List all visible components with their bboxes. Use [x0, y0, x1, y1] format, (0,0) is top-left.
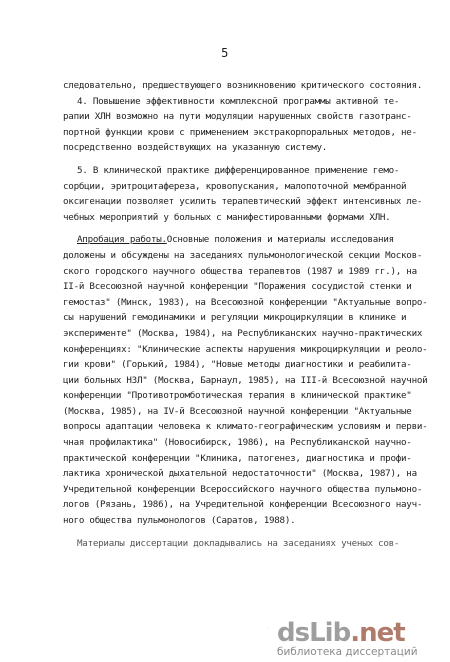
watermark-caption: библиотека диссертаций — [277, 646, 418, 658]
text-line: логов (Рязань, 1986), на Учредительной конференции Всесоюзного науч- — [63, 499, 423, 511]
text-line: эксперименте" (Москва, 1984), на Республиканских научно-практических — [63, 327, 423, 339]
text-line: лактика хронической дыхательной недостаточности" (Москва, 1987), на — [63, 468, 417, 480]
text-line: портной функции крови с применением экстракорпоральных методов, не- — [63, 126, 417, 138]
watermark — [259, 616, 444, 658]
text-line: посредственно воздействующих на указанную систему. — [63, 142, 328, 154]
text-line-rest: Основные положения и материалы исследования — [166, 234, 394, 246]
text-line: чебных мероприятий у больных с манифестированными формами ХЛН. — [63, 211, 391, 223]
text-line: доложены и обсуждены на заседаниях пульмонологической секции Москов- — [63, 249, 423, 261]
text-line: вопросы адаптации человека к климато-географическим условиям и перви- — [63, 421, 428, 433]
paragraph-gap — [63, 225, 443, 232]
watermark-logo-main: dsLib — [277, 618, 351, 648]
paragraph-gap — [63, 529, 443, 536]
text-line: Учредительной конференции Всероссийского научного общества пульмоно- — [63, 483, 423, 495]
text-line: гемостаз" (Минск, 1983), на Всесоюзной конференции "Актуальные вопро- — [63, 296, 428, 308]
text-line: Материалы диссертации докладывались на заседаниях ученых сов- — [77, 537, 400, 549]
body-text — [63, 78, 443, 551]
text-line: конференциях: "Клинические аспекты нарушения микроциркуляции и реоло- — [63, 343, 428, 355]
text-line: следовательно, предшествующего возникновению критического состояния. — [63, 80, 423, 91]
text-line — [63, 232, 443, 248]
text-line: II-й Всесоюзной научной конференции "Поражения сосудистой стенки и — [63, 281, 412, 293]
text-line: ского городского научного общества терапевтов (1987 и 1989 гг.), на — [63, 265, 417, 277]
text-line: 5. В клинической практике дифференцированное применение гемо- — [77, 164, 400, 176]
text-line: ции больных НЗЛ" (Москва, Барнаул, 1985), на III-й Всесоюзной научной — [63, 374, 428, 386]
text-line: оксигенации позволяет усилить терапевтический эффект интенсивных ле- — [63, 196, 423, 208]
text-line: сы нарушений гемодинамики и регуляции микроциркуляции в клинике и — [63, 312, 407, 324]
text-line: чная профилактика" (Новосибирск, 1986), на Республиканской научно- — [63, 437, 412, 449]
watermark-logo-accent: .net — [350, 618, 405, 648]
text-line: (Москва, 1985), на IV-й Всесоюзной научной конференции "Актуальные — [63, 405, 412, 417]
text-line: конференции "Противотромботическая терапия в клинической практике" — [63, 390, 412, 402]
text-line: сорбции, эритроцитафереза, кровопускания, малопоточной мембранной — [63, 180, 407, 192]
section-heading: Апробация работы. — [77, 234, 167, 246]
watermark-logo — [277, 618, 405, 648]
paragraph-gap — [63, 156, 443, 163]
text-line: 4. Повышение эффективности комплексной программы активной те- — [77, 95, 400, 107]
page-number: 5 — [221, 46, 229, 60]
text-line: рапии ХЛН возможно на пути модуляции нарушенных свойств газотранс- — [63, 111, 412, 123]
text-line: практической конференции "Клиника, патогенез, диагностика и профи- — [63, 452, 412, 464]
text-line: ного общества пульмонологов (Саратов, 1988). — [63, 515, 296, 527]
text-line: гии крови" (Горький, 1984), "Новые методы диагностики и реабилита- — [63, 359, 412, 371]
